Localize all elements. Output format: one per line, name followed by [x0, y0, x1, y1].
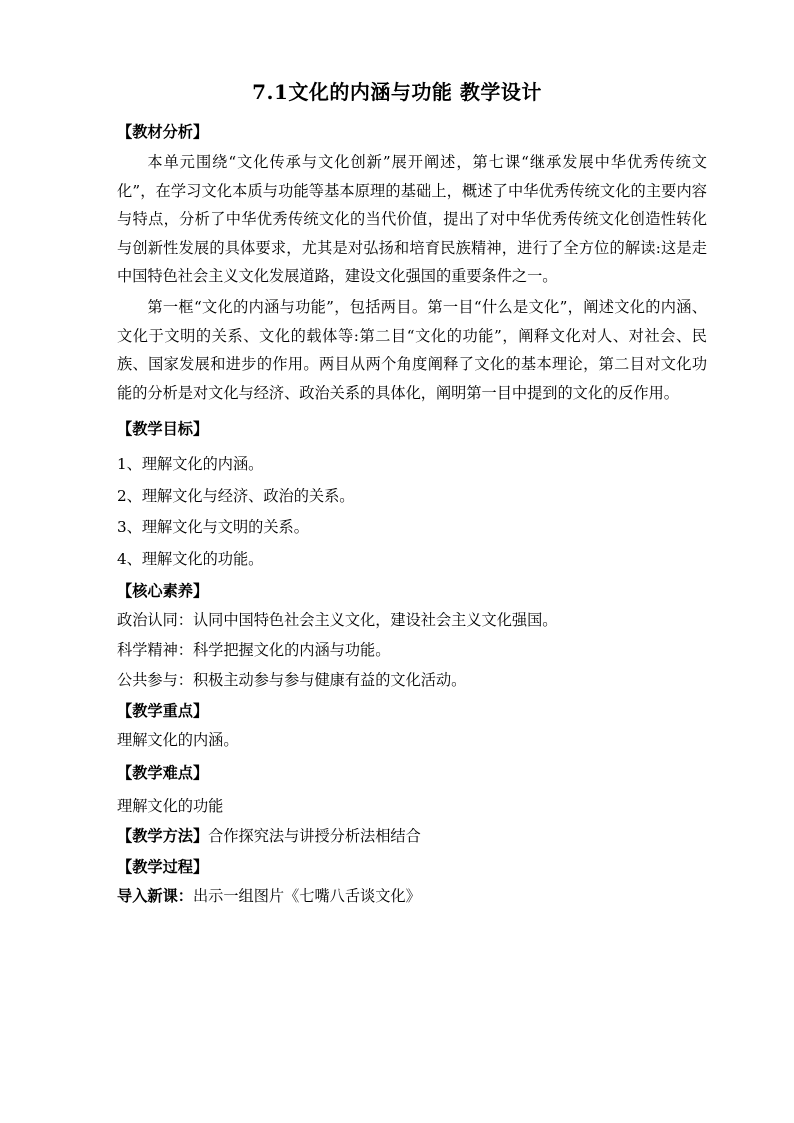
- literacy-line: 政治认同：认同中国特色社会主义文化，建设社会主义文化强国。: [117, 611, 558, 630]
- intro-label: 导入新课：: [117, 887, 193, 906]
- analysis-paragraph-2: 第一框“文化的内涵与功能”，包括两目。第一目“什么是文化”，阐述文化的内涵、文化于文明的关系、文化的载体等:第二目“文化的功能”，阐释文化对人、对社会、民族、国家发展和进步的作用。两目从两个角度阐释了文化的基本理论，第二目对文化功能的分析是对文化与经济、政治关系的具体化，阐明第一目中提到的文化的反作用。: [117, 297, 707, 402]
- literacy-line: 公共参与：积极主动参与参与健康有益的文化活动。: [117, 671, 467, 690]
- section-heading-analysis: 【教材分析】: [117, 123, 209, 141]
- process-intro-line: [117, 881, 707, 911]
- document-title: 7.1文化的内涵与功能 教学设计: [252, 80, 542, 104]
- goal-item: 1、理解文化的内涵。: [117, 455, 264, 474]
- goal-item: 3、理解文化与文明的关系。: [117, 518, 309, 537]
- section-heading-difficulty: 【教学难点】: [117, 764, 209, 783]
- literacy-line: 科学精神：科学把握文化的内涵与功能。: [117, 641, 391, 660]
- section-heading-literacy: 【核心素养】: [117, 582, 209, 601]
- section-heading-method: 【教学方法】: [117, 827, 209, 846]
- document-body: [117, 118, 707, 911]
- method-text: 合作探究法与讲授分析法相结合: [208, 827, 421, 846]
- key-point-text: 理解文化的内涵。: [117, 731, 239, 750]
- method-line: [117, 821, 707, 851]
- difficulty-text: 理解文化的功能: [117, 797, 224, 816]
- analysis-paragraph-1: 本单元围绕“文化传承与文化创新”展开阐述，第七课“继承发展中华优秀传统文化”，在学习文化本质与功能等基本原理的基础上，概述了中华优秀传统文化的主要内容与特点，分析了中华优秀传统文化的当代价值，提出了对中华优秀传统文化创造性转化与创新性发展的具体要求，尤其是对弘扬和培育民族精神，进行了全方位的解读:这是走中国特色社会主义文化发展道路，建设文化强国的重要条件之一。: [117, 153, 707, 286]
- section-heading-process: 【教学过程】: [117, 858, 209, 877]
- section-heading-goals: 【教学目标】: [117, 420, 209, 439]
- section-heading-key-point: 【教学重点】: [117, 702, 209, 721]
- intro-text: 出示一组图片《七嘴八舌谈文化》: [192, 887, 421, 906]
- goal-item: 4、理解文化的功能。: [117, 549, 264, 568]
- goal-item: 2、理解文化与经济、政治的关系。: [117, 486, 355, 505]
